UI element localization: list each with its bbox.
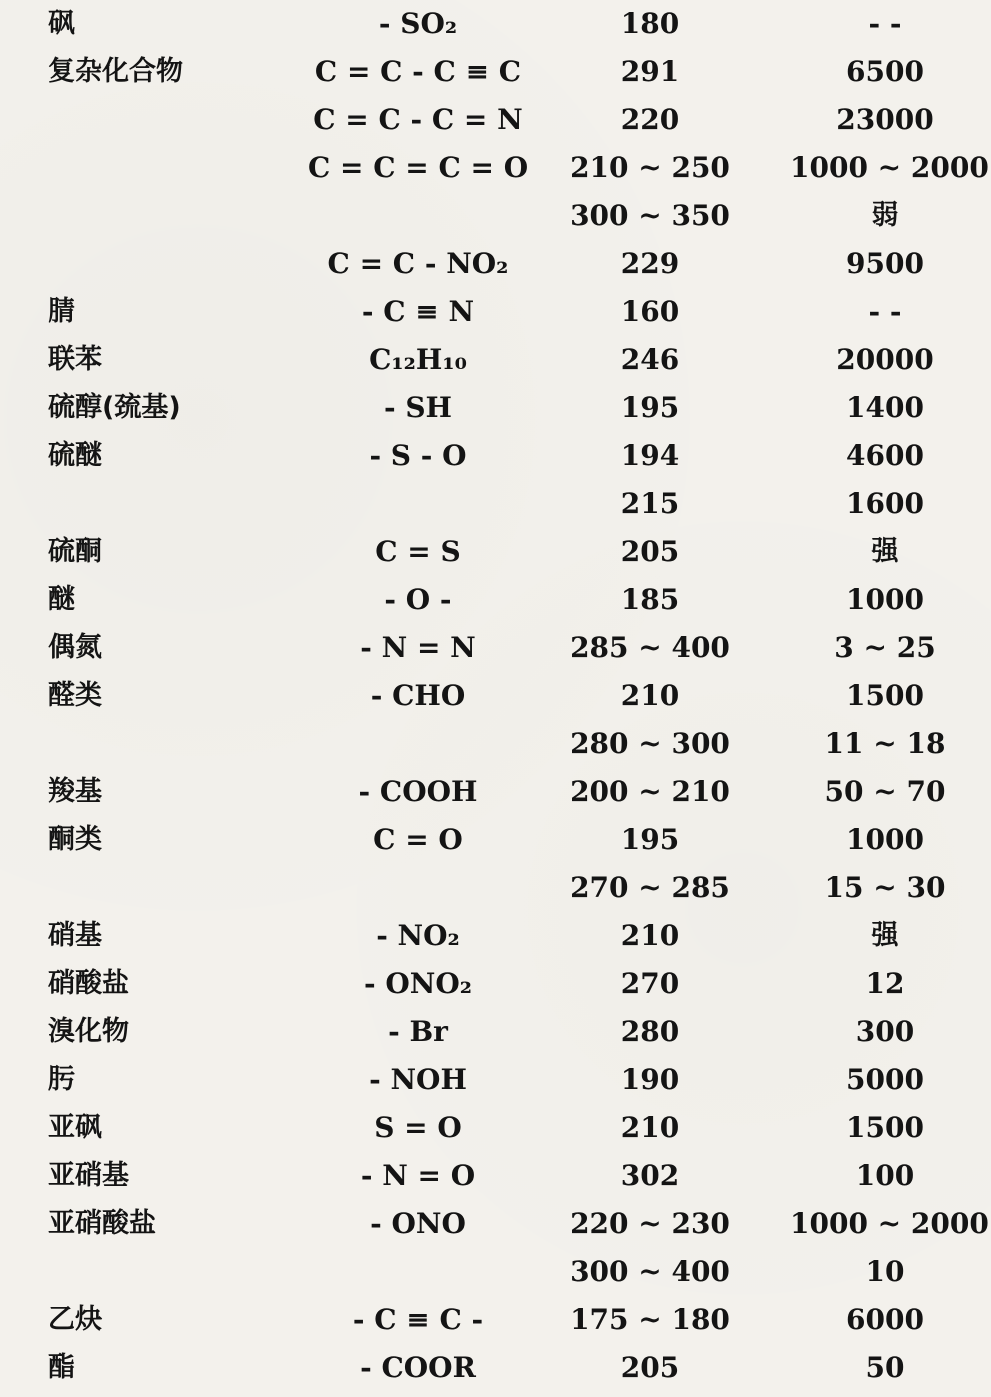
table-row bbox=[0, 1056, 991, 1104]
chromophore-group bbox=[308, 480, 528, 528]
chromophore-group: S = O bbox=[374, 1111, 462, 1144]
lambda-max: 246 bbox=[620, 343, 680, 376]
epsilon-max: 100 bbox=[855, 1159, 915, 1192]
table-row bbox=[0, 912, 991, 960]
lambda-max: 215 bbox=[620, 487, 680, 520]
lambda-max: 229 bbox=[620, 247, 680, 280]
chromophore-group: - NO₂ bbox=[376, 919, 460, 952]
compound-name bbox=[48, 144, 308, 192]
chromophore-group: C = C - C = N bbox=[313, 103, 523, 136]
lambda-max: 210 bbox=[620, 679, 680, 712]
epsilon-max: 15 ~ 30 bbox=[824, 871, 946, 904]
compound-name bbox=[48, 96, 308, 144]
chromophore-group: - ONO₂ bbox=[363, 967, 472, 1000]
epsilon-max: 50 bbox=[865, 1351, 905, 1384]
lambda-max: 175 ~ 180 bbox=[570, 1303, 730, 1336]
epsilon-max: 50 ~ 70 bbox=[824, 775, 946, 808]
table-row bbox=[0, 1248, 991, 1296]
epsilon-max: 10 bbox=[865, 1255, 905, 1288]
table-row bbox=[0, 576, 991, 624]
epsilon-max: 1500 bbox=[846, 679, 924, 712]
compound-name: 羧基 bbox=[48, 776, 102, 807]
table-row bbox=[0, 1104, 991, 1152]
table-row bbox=[0, 480, 991, 528]
compound-name: 硫醚 bbox=[48, 440, 102, 471]
epsilon-max: 弱 bbox=[871, 200, 899, 231]
compound-name: 联苯 bbox=[48, 344, 102, 375]
epsilon-max: - - bbox=[868, 295, 902, 328]
chromophore-group: - Br bbox=[388, 1015, 448, 1048]
epsilon-max: 1000 ~ 2000 bbox=[790, 1207, 989, 1240]
epsilon-max: 强 bbox=[871, 920, 899, 951]
chromophore-group: - SH bbox=[383, 391, 453, 424]
lambda-max: 195 bbox=[620, 391, 680, 424]
chromophore-group: C = C = C = O bbox=[308, 151, 529, 184]
epsilon-max: 300 bbox=[855, 1015, 915, 1048]
chromophore-group bbox=[308, 720, 528, 768]
lambda-max: 302 bbox=[620, 1159, 680, 1192]
table-row bbox=[0, 960, 991, 1008]
chromophore-group: C = O bbox=[373, 823, 463, 856]
chromophore-group: C = C - NO₂ bbox=[327, 247, 509, 280]
epsilon-max: 1400 bbox=[846, 391, 924, 424]
lambda-max: 220 ~ 230 bbox=[570, 1207, 730, 1240]
chromophore-group: C = C - C ≡ C bbox=[314, 55, 522, 88]
compound-name: 亚硝基 bbox=[48, 1160, 129, 1191]
lambda-max: 300 ~ 400 bbox=[570, 1255, 730, 1288]
compound-name bbox=[48, 240, 308, 288]
chromophore-group: - ONO bbox=[370, 1207, 466, 1240]
table-row bbox=[0, 816, 991, 864]
lambda-max: 270 ~ 285 bbox=[570, 871, 730, 904]
lambda-max: 280 ~ 300 bbox=[570, 727, 730, 760]
table-row bbox=[0, 1200, 991, 1248]
epsilon-max: 12 bbox=[865, 967, 905, 1000]
chromophore-group: C = S bbox=[375, 535, 461, 568]
chromophore-group: - N = N bbox=[360, 631, 476, 664]
chromophore-group: - C ≡ C - bbox=[352, 1303, 484, 1336]
epsilon-max: 9500 bbox=[846, 247, 924, 280]
compound-name: 醚 bbox=[48, 584, 75, 615]
compound-name: 硝酸盐 bbox=[48, 968, 129, 999]
epsilon-max: 11 ~ 18 bbox=[824, 727, 946, 760]
table-row bbox=[0, 144, 991, 192]
compound-name: 偶氮 bbox=[48, 632, 102, 663]
table-row bbox=[0, 528, 991, 576]
epsilon-max: 5000 bbox=[846, 1063, 924, 1096]
lambda-max: 200 ~ 210 bbox=[570, 775, 730, 808]
table-row bbox=[0, 672, 991, 720]
lambda-max: 270 bbox=[620, 967, 680, 1000]
compound-name: 醛类 bbox=[48, 680, 102, 711]
table-row bbox=[0, 96, 991, 144]
epsilon-max: - - bbox=[868, 7, 902, 40]
chromophore-group: - NOH bbox=[369, 1063, 467, 1096]
epsilon-max: 4600 bbox=[846, 439, 924, 472]
table-row bbox=[0, 0, 991, 48]
chromophore-group: - COOH bbox=[358, 775, 478, 808]
lambda-max: 291 bbox=[620, 55, 680, 88]
table-row bbox=[0, 768, 991, 816]
chromophore-group: - N = O bbox=[360, 1159, 476, 1192]
lambda-max: 180 bbox=[620, 7, 680, 40]
table-row bbox=[0, 288, 991, 336]
lambda-max: 300 ~ 350 bbox=[570, 199, 730, 232]
lambda-max: 194 bbox=[620, 439, 680, 472]
compound-name: 亚砜 bbox=[48, 1112, 102, 1143]
table-row bbox=[0, 864, 991, 912]
lambda-max: 210 bbox=[620, 1111, 680, 1144]
compound-name bbox=[48, 480, 308, 528]
compound-name bbox=[48, 1248, 308, 1296]
lambda-max: 195 bbox=[620, 823, 680, 856]
chromophore-group: - S - O bbox=[369, 439, 467, 472]
chromophore-group: - CHO bbox=[370, 679, 466, 712]
epsilon-max: 3 ~ 25 bbox=[834, 631, 936, 664]
table-row bbox=[0, 192, 991, 240]
epsilon-max: 20000 bbox=[836, 343, 934, 376]
lambda-max: 210 ~ 250 bbox=[570, 151, 730, 184]
chromophore-group: - SO₂ bbox=[378, 7, 458, 40]
compound-name: 复杂化合物 bbox=[48, 56, 183, 87]
table-row bbox=[0, 48, 991, 96]
compound-name: 砜 bbox=[48, 8, 75, 39]
chromophore-group: C₁₂H₁₀ bbox=[369, 343, 467, 376]
table-row bbox=[0, 720, 991, 768]
epsilon-max: 1600 bbox=[846, 487, 924, 520]
lambda-max: 285 ~ 400 bbox=[570, 631, 730, 664]
table-row bbox=[0, 1152, 991, 1200]
lambda-max: 205 bbox=[620, 1351, 680, 1384]
table-row bbox=[0, 624, 991, 672]
chromophore-group bbox=[308, 864, 528, 912]
compound-name: 亚硝酸盐 bbox=[48, 1208, 156, 1239]
lambda-max: 280 bbox=[620, 1015, 680, 1048]
table-row bbox=[0, 240, 991, 288]
epsilon-max: 6000 bbox=[846, 1303, 924, 1336]
compound-name: 肟 bbox=[48, 1064, 75, 1095]
epsilon-max: 强 bbox=[871, 536, 899, 567]
compound-name: 腈 bbox=[48, 296, 75, 327]
compound-name: 硫酮 bbox=[48, 536, 102, 567]
compound-name: 酮类 bbox=[48, 824, 102, 855]
chromophore-group: - C ≡ N bbox=[361, 295, 475, 328]
lambda-max: 190 bbox=[620, 1063, 680, 1096]
lambda-max: 160 bbox=[620, 295, 680, 328]
table-row bbox=[0, 1296, 991, 1344]
epsilon-max: 1000 ~ 2000 bbox=[790, 151, 989, 184]
compound-name bbox=[48, 720, 308, 768]
epsilon-max: 23000 bbox=[836, 103, 934, 136]
chromophore-group bbox=[308, 1248, 528, 1296]
table-row bbox=[0, 336, 991, 384]
chromophore-group: - COOR bbox=[360, 1351, 476, 1384]
compound-name: 乙炔 bbox=[48, 1304, 102, 1335]
table-row bbox=[0, 1008, 991, 1056]
lambda-max: 185 bbox=[620, 583, 680, 616]
lambda-max: 205 bbox=[620, 535, 680, 568]
compound-name bbox=[48, 864, 308, 912]
compound-name: 溴化物 bbox=[48, 1016, 129, 1047]
compound-name: 酯 bbox=[48, 1352, 75, 1383]
epsilon-max: 1000 bbox=[846, 583, 924, 616]
epsilon-max: 6500 bbox=[846, 55, 924, 88]
table-row bbox=[0, 384, 991, 432]
table-row bbox=[0, 1344, 991, 1392]
compound-name bbox=[48, 192, 308, 240]
lambda-max: 220 bbox=[620, 103, 680, 136]
epsilon-max: 1500 bbox=[846, 1111, 924, 1144]
table-row bbox=[0, 432, 991, 480]
chromophore-group: - O - bbox=[384, 583, 452, 616]
epsilon-max: 1000 bbox=[846, 823, 924, 856]
chromophore-group bbox=[308, 192, 528, 240]
compound-name: 硝基 bbox=[48, 920, 102, 951]
lambda-max: 210 bbox=[620, 919, 680, 952]
compound-name: 硫醇(巯基) bbox=[48, 392, 181, 423]
